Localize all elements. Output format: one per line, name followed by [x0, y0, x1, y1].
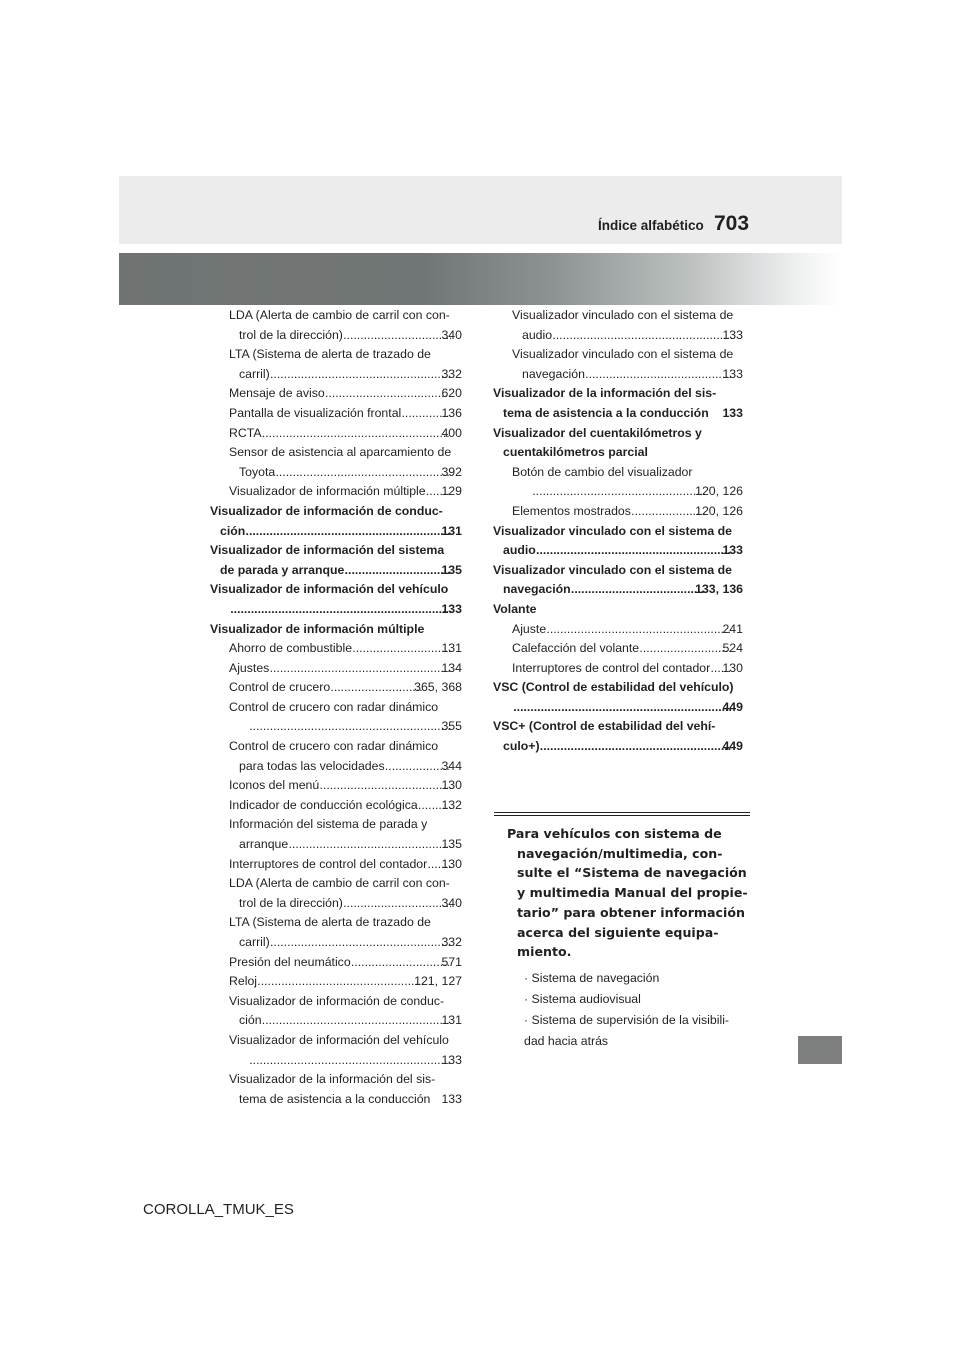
index-entry-page: 134 [441, 660, 462, 675]
index-entry [229, 717, 462, 737]
index-entry-text: Visualizador vinculado con el sistema de [493, 562, 732, 577]
index-entry-text: Sensor de asistencia al aparcamiento de [229, 445, 452, 460]
index-entry-text: Información del sistema de parada y [229, 817, 428, 832]
index-entry-text: Ajustes [229, 660, 270, 675]
index-entry-page: 133 [722, 543, 743, 558]
index-entry-page: 131 [441, 523, 462, 538]
index-column-left [210, 306, 462, 1109]
index-entry-text: LTA (Sistema de alerta de trazado de [229, 915, 431, 930]
index-entry [210, 580, 462, 600]
index-entry-text: Visualizador vinculado con el sistema de [493, 523, 732, 538]
index-entry-text: tema de asistencia a la conducción [239, 1091, 431, 1106]
index-entry [229, 815, 462, 835]
index-entry-text: Calefacción del volante [512, 641, 640, 656]
index-entry-text: Volante [493, 601, 537, 616]
index-entry [512, 502, 743, 522]
index-entry-text: navegación [522, 366, 585, 381]
index-entry-text: carril) [239, 935, 270, 949]
index-entry-text: Mensaje de aviso [229, 386, 325, 401]
index-entry [229, 953, 462, 973]
index-entry-text: audio [522, 327, 553, 342]
index-entry-page: 571 [441, 954, 462, 969]
dot-leader [249, 1051, 451, 1071]
note-list [507, 968, 747, 1052]
index-entry-text: carril) [239, 366, 270, 381]
index-entry-text: para todas las velocidades [239, 758, 385, 773]
note-heading [507, 824, 747, 962]
index-entry-page: 129 [441, 484, 462, 499]
index-entry-text: arranque [239, 837, 289, 852]
index-entry [512, 620, 743, 640]
note-heading-line: acerca del siguiente equipa- [517, 924, 719, 940]
index-entry-page: 131 [441, 641, 462, 656]
index-entry [229, 306, 462, 326]
index-entry [493, 737, 743, 757]
index-entry-page: 449 [722, 699, 743, 714]
index-entry [229, 1031, 462, 1051]
index-entry-page: 131 [441, 1013, 462, 1028]
index-entry-page: 133 [722, 327, 743, 342]
index-entry-text: trol de la dirección) [239, 327, 343, 342]
index-entry-page: 340 [441, 895, 462, 910]
index-entry-text: Indicador de conducción ecológica [229, 797, 418, 812]
index-entry-text: Visualizador de información del sistema [210, 543, 445, 558]
note-heading-line: Para vehículos con sistema de [507, 826, 722, 841]
note-heading-line: navegación/multimedia, con- [517, 845, 723, 861]
index-entry-text: Visualizador de la información del sis- [493, 386, 717, 401]
dot-leader [552, 326, 732, 346]
index-entry [210, 502, 462, 522]
index-entry [229, 678, 462, 698]
dot-leader [270, 365, 452, 385]
index-entry-page: 400 [441, 425, 462, 440]
index-entry [229, 796, 462, 816]
index-entry-text: Interruptores de control del contador [512, 660, 711, 675]
index-entry [229, 659, 462, 679]
index-entry-page: 120, 126 [695, 484, 743, 499]
note-list-item: dad hacia atrás [524, 1033, 609, 1048]
index-entry [229, 913, 462, 933]
index-entry [493, 443, 743, 463]
index-entry [229, 384, 462, 404]
dot-leader [351, 953, 452, 973]
note-list-item: · Sistema de navegación [524, 970, 660, 985]
index-entry-text: VSC+ (Control de estabilidad del vehí- [493, 719, 716, 734]
section-title: Índice alfabético [598, 218, 704, 233]
index-entry-text: de parada y arranque [220, 562, 345, 577]
index-entry-page: 524 [722, 641, 743, 656]
dot-leader [513, 698, 732, 718]
dot-leader [319, 776, 451, 796]
index-entry-page: 135 [441, 562, 462, 577]
index-entry-page: 135 [441, 837, 462, 852]
index-entry-page: 392 [441, 464, 462, 479]
index-entry-text: Ahorro de combustible [229, 641, 353, 656]
index-entry-text: Visualizador de la información del sis- [229, 1072, 436, 1087]
index-entry [229, 933, 462, 953]
index-entry-text: LDA (Alerta de cambio de carril con con- [229, 876, 450, 891]
dot-leader [330, 678, 424, 698]
index-entry [210, 620, 462, 640]
index-entry [229, 737, 462, 757]
index-entry-text: Visualizador vinculado con el sistema de [512, 308, 734, 322]
index-entry [229, 894, 462, 914]
page-number: 703 [714, 212, 750, 235]
dot-leader [270, 933, 452, 953]
index-entry-text: Visualizador de información de conduc- [229, 993, 445, 1008]
index-entry-text: Iconos del menú [229, 778, 320, 793]
index-entry-text: Reloj [229, 974, 258, 989]
note-heading-line: sulte el “Sistema de navegación [517, 865, 747, 881]
index-entry [229, 855, 462, 875]
index-entry-text: Visualizador de información del vehículo [229, 1032, 449, 1047]
index-entry [493, 404, 743, 424]
index-entry-page: 133 [722, 366, 743, 381]
dot-leader [536, 541, 733, 561]
dot-leader [262, 1011, 452, 1031]
dot-leader [546, 620, 732, 640]
dot-leader [532, 482, 705, 502]
index-entry [229, 639, 462, 659]
index-entry [512, 659, 743, 679]
index-entry-page: 355 [441, 719, 462, 734]
index-entry [493, 384, 743, 404]
index-entry-page: 133 [722, 405, 743, 420]
index-entry [229, 482, 462, 502]
index-entry [229, 1090, 462, 1110]
index-entry-page: 121, 127 [414, 974, 462, 989]
index-entry-text: Control de crucero [229, 680, 331, 695]
index-entry-page: 133 [441, 1052, 462, 1067]
index-entry [210, 522, 462, 542]
dot-leader [325, 384, 452, 404]
index-entry-text: culo+) [503, 739, 540, 754]
index-entry-text: LTA (Sistema de alerta de trazado de [229, 347, 431, 362]
index-entry-text: navegación [503, 582, 571, 597]
dot-leader [262, 424, 452, 444]
dot-leader [639, 639, 732, 659]
index-entry [512, 306, 743, 326]
dot-leader [344, 561, 451, 581]
index-entry [210, 561, 462, 581]
dot-leader [269, 659, 451, 679]
index-entry-page: 133, 136 [695, 582, 743, 597]
index-entry [512, 639, 743, 659]
index-entry-page: 130 [441, 778, 462, 793]
index-entry-text: audio [503, 543, 536, 558]
note-divider [494, 812, 750, 816]
note-heading-line: tario” para obtener información [517, 904, 745, 920]
index-column-right [493, 306, 743, 757]
index-entry-text: tema de asistencia a la conducción [503, 405, 709, 420]
dot-leader [230, 600, 451, 620]
dot-leader [540, 737, 733, 757]
index-entry-page: 130 [441, 856, 462, 871]
index-entry-page: 130 [722, 660, 743, 675]
dot-leader [585, 365, 733, 385]
note-list-item: · Sistema audiovisual [524, 991, 641, 1006]
index-entry-text: Visualizador del cuentakilómetros y [493, 425, 702, 440]
index-entry-text: ción [239, 1013, 262, 1028]
index-entry-text: Interruptores de control del contador [229, 856, 428, 871]
index-entry-text: Visualizador de información de conduc- [210, 503, 443, 518]
index-entry [229, 1051, 462, 1071]
index-entry [493, 541, 743, 561]
side-tab [798, 1036, 842, 1064]
dot-leader [631, 502, 705, 522]
index-entry [512, 345, 743, 365]
index-entry [493, 600, 743, 620]
header-gradient-band [119, 253, 842, 305]
index-entry-text: LDA (Alerta de cambio de carril con con- [229, 308, 450, 322]
index-entry-text: Control de crucero con radar dinámico [229, 739, 439, 754]
note-list-item: · Sistema de supervisión de la visibili- [524, 1012, 730, 1027]
index-entry [229, 874, 462, 894]
index-entry [493, 561, 743, 581]
index-entry [512, 482, 743, 502]
index-entry-text: Botón de cambio del visualizador [512, 464, 693, 479]
index-entry-text: Visualizador de información múltiple [229, 484, 426, 499]
dot-leader [343, 326, 452, 346]
index-entry-text: cuentakilómetros parcial [503, 445, 648, 460]
index-entry [229, 326, 462, 346]
index-entry-page: 120, 126 [695, 503, 743, 518]
index-entry-text: Presión del neumático [229, 954, 351, 969]
index-entry [493, 717, 743, 737]
index-entry-text: Ajuste [512, 621, 547, 636]
index-entry-page: 332 [441, 366, 462, 381]
index-entry [493, 678, 743, 698]
index-entry-page: 133 [441, 1091, 462, 1106]
index-entry [229, 443, 462, 463]
index-entry [512, 463, 743, 483]
index-entry-page: 340 [441, 327, 462, 342]
index-entry-text: Elementos mostrados [512, 503, 631, 518]
index-entry-page: 620 [441, 386, 462, 401]
index-entry [493, 580, 743, 600]
index-entry-page: 449 [722, 739, 743, 754]
dot-leader [352, 639, 451, 659]
index-entry [229, 698, 462, 718]
index-entry-text: VSC (Control de estabilidad del vehículo) [493, 680, 734, 695]
index-entry-text: ción [220, 523, 246, 538]
navigation-note [507, 824, 747, 1052]
index-entry [229, 404, 462, 424]
index-entry [210, 600, 462, 620]
index-entry-text: Toyota [239, 464, 276, 479]
index-entry-text: Control de crucero con radar dinámico [229, 699, 439, 714]
index-entry-text: trol de la dirección) [239, 895, 343, 910]
index-entry-page: 133 [441, 601, 462, 616]
dot-leader [571, 580, 705, 600]
index-entry [229, 835, 462, 855]
index-entry-page: 136 [441, 405, 462, 420]
index-entry-page: 365, 368 [414, 680, 462, 695]
note-heading-line: miento. [517, 944, 572, 960]
index-entry-page: 241 [722, 621, 743, 636]
index-entry-page: 344 [441, 758, 462, 773]
index-entry [493, 522, 743, 542]
dot-leader [249, 717, 451, 737]
index-entry [229, 1011, 462, 1031]
index-entry [493, 424, 743, 444]
index-entry [512, 365, 743, 385]
index-entry [229, 1070, 462, 1090]
index-entry [229, 992, 462, 1012]
index-entry [229, 365, 462, 385]
index-entry-text: Visualizador vinculado con el sistema de [512, 347, 734, 362]
dot-leader [257, 972, 424, 992]
index-entry [512, 326, 743, 346]
note-heading-line: y multimedia Manual del propie- [517, 885, 748, 901]
dot-leader [275, 463, 451, 483]
dot-leader [343, 894, 452, 914]
index-entry [229, 972, 462, 992]
index-entry [229, 463, 462, 483]
index-entry [229, 345, 462, 365]
dot-leader [288, 835, 451, 855]
index-entry [229, 776, 462, 796]
index-entry [493, 698, 743, 718]
document-code: COROLLA_TMUK_ES [143, 1201, 294, 1218]
index-entry-text: Visualizador de información del vehículo [210, 582, 449, 597]
index-entry-page: 332 [441, 935, 462, 949]
index-entry-text: RCTA [229, 425, 262, 440]
index-entry-text: Pantalla de visualización frontal [229, 405, 402, 420]
index-entry [229, 757, 462, 777]
index-entry [229, 424, 462, 444]
index-entry-text: Visualizador de información múltiple [210, 621, 425, 636]
dot-leader [245, 522, 451, 542]
index-entry [210, 541, 462, 561]
index-entry-page: 132 [441, 797, 462, 812]
